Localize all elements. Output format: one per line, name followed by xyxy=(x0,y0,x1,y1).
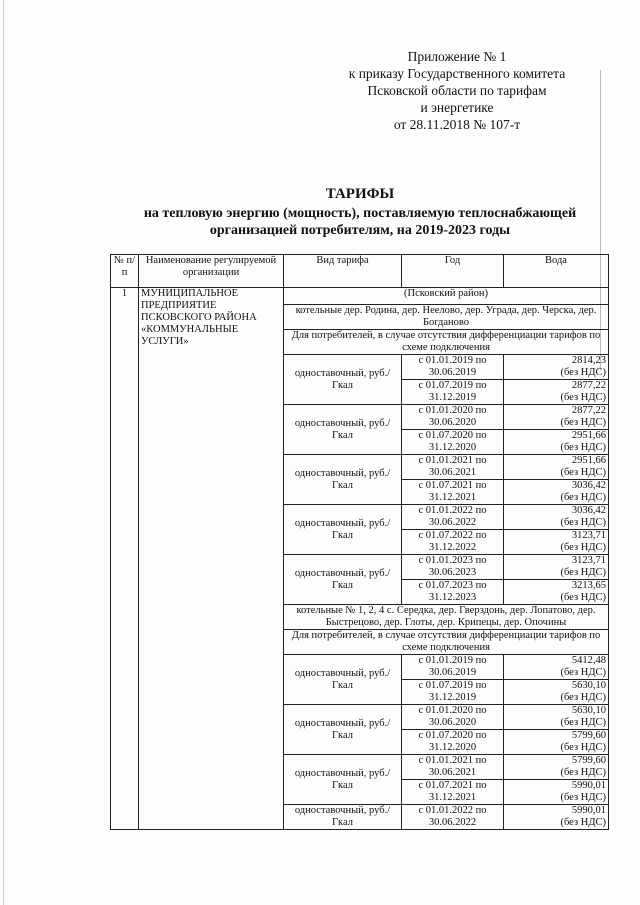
period-cell: с 01.07.2020 по 31.12.2020 xyxy=(402,430,504,455)
header-type: Вид тарифа xyxy=(284,255,402,288)
period-cell: с 01.01.2020 по 30.06.2020 xyxy=(402,705,504,730)
period-cell: с 01.01.2022 по 30.06.2022 xyxy=(402,805,504,830)
water-value: 2877,22 xyxy=(571,380,606,391)
period-cell: с 01.07.2022 по 31.12.2022 xyxy=(402,530,504,555)
vat-note: (без НДС) xyxy=(560,517,606,528)
note-row: Для потребителей, в случае отсутствия дифференциации тарифов по схеме подключения xyxy=(284,330,609,355)
water-value: 5630,10 xyxy=(571,705,606,716)
header-org: Наименование регулируемой организации xyxy=(139,255,284,288)
water-value: 2951,66 xyxy=(571,455,606,466)
water-value: 5990,01 xyxy=(571,780,606,791)
vat-note: (без НДС) xyxy=(560,592,606,603)
period-cell: с 01.01.2022 по 30.06.2022 xyxy=(402,505,504,530)
period-cell: с 01.07.2023 по 31.12.2023 xyxy=(402,580,504,605)
tariff-type: одноставочный, руб./Гкал xyxy=(284,705,402,755)
vat-note: (без НДС) xyxy=(560,442,606,453)
vat-note: (без НДС) xyxy=(560,542,606,553)
water-value-cell xyxy=(504,555,609,580)
water-value-cell xyxy=(504,355,609,380)
appendix-line: и энергетике xyxy=(420,100,494,115)
note-row: Для потребителей, в случае отсутствия дифференциации тарифов по схеме подключения xyxy=(284,630,609,655)
tariff-type: одноставочный, руб./Гкал xyxy=(284,755,402,805)
appendix-line: Приложение № 1 xyxy=(407,49,507,64)
water-value: 2814,23 xyxy=(571,355,606,366)
subtitle-line: на тепловую энергию (мощность), поставляемую теплоснабжающей xyxy=(143,206,577,221)
water-value: 5630,10 xyxy=(571,680,606,691)
document-title: ТАРИФЫ xyxy=(325,186,395,202)
header-water: Вода xyxy=(504,255,609,288)
scan-edge xyxy=(3,0,4,905)
period-cell: с 01.01.2021 по 30.06.2021 xyxy=(402,455,504,480)
tariff-type: одноставочный, руб./Гкал xyxy=(284,505,402,555)
period-cell: с 01.07.2019 по 31.12.2019 xyxy=(402,680,504,705)
tariff-type: одноставочный, руб./Гкал xyxy=(284,405,402,455)
tariff-table xyxy=(110,254,609,830)
vat-note: (без НДС) xyxy=(560,817,606,828)
subtitle-line: организацией потребителям, на 2019-2023 годы xyxy=(209,223,511,238)
tariff-type: одноставочный, руб./Гкал xyxy=(284,805,402,830)
location-row: котельные № 1, 2, 4 с. Середка, дер. Гверздонь, дер. Лопатово, дер. Быстрецово, дер. Глоты, дер. Крипецы, дер. Опочины xyxy=(284,605,609,630)
tariff-type: одноставочный, руб./Гкал xyxy=(284,355,402,405)
water-value: 3213,65 xyxy=(571,580,606,591)
appendix-line: Псковской области по тарифам xyxy=(367,83,547,98)
vat-note: (без НДС) xyxy=(560,492,606,503)
water-value-cell xyxy=(504,405,609,430)
water-value-cell xyxy=(504,480,609,505)
water-value: 5412,48 xyxy=(571,655,606,666)
district: (Псковский район) xyxy=(284,288,609,305)
water-value-cell xyxy=(504,755,609,780)
vat-note: (без НДС) xyxy=(560,392,606,403)
vat-note: (без НДС) xyxy=(560,567,606,578)
vat-note: (без НДС) xyxy=(560,767,606,778)
period-cell: с 01.07.2021 по 31.12.2021 xyxy=(402,480,504,505)
period-cell: с 01.07.2019 по 31.12.2019 xyxy=(402,380,504,405)
tariff-type: одноставочный, руб./Гкал xyxy=(284,455,402,505)
water-value: 3036,42 xyxy=(571,505,606,516)
water-value: 3036,42 xyxy=(571,480,606,491)
location-row: котельные дер. Родина, дер. Неелово, дер. Уграда, дер. Черска, дер. Богданово xyxy=(284,305,609,330)
water-value-cell xyxy=(504,705,609,730)
water-value-cell xyxy=(504,455,609,480)
period-cell: с 01.01.2019 по 30.06.2019 xyxy=(402,655,504,680)
vat-note: (без НДС) xyxy=(560,717,606,728)
vat-note: (без НДС) xyxy=(560,692,606,703)
appendix-block xyxy=(312,48,602,133)
vat-note: (без НДС) xyxy=(560,742,606,753)
period-cell: с 01.01.2019 по 30.06.2019 xyxy=(402,355,504,380)
header-num: № п/п xyxy=(111,255,139,288)
water-value: 2951,66 xyxy=(571,430,606,441)
period-cell: с 01.07.2020 по 31.12.2020 xyxy=(402,730,504,755)
water-value: 5990,01 xyxy=(571,805,606,816)
water-value: 5799,60 xyxy=(571,755,606,766)
water-value-cell xyxy=(504,655,609,680)
period-cell: с 01.01.2023 по 30.06.2023 xyxy=(402,555,504,580)
tariff-type: одноставочный, руб./Гкал xyxy=(284,655,402,705)
water-value-cell xyxy=(504,805,609,830)
vat-note: (без НДС) xyxy=(560,792,606,803)
vat-note: (без НДС) xyxy=(560,367,606,378)
water-value: 3123,71 xyxy=(571,555,606,566)
tariff-type: одноставочный, руб./Гкал xyxy=(284,555,402,605)
water-value: 3123,71 xyxy=(571,530,606,541)
water-value: 2877,22 xyxy=(571,405,606,416)
water-value-cell xyxy=(504,780,609,805)
header-year: Год xyxy=(402,255,504,288)
water-value-cell xyxy=(504,430,609,455)
appendix-line: от 28.11.2018 № 107-т xyxy=(393,117,521,132)
water-value-cell xyxy=(504,730,609,755)
period-cell: с 01.01.2021 по 30.06.2021 xyxy=(402,755,504,780)
vat-note: (без НДС) xyxy=(560,667,606,678)
water-value-cell xyxy=(504,505,609,530)
appendix-line: к приказу Государственного комитета xyxy=(348,66,566,81)
organization-name: МУНИЦИПАЛЬНОЕ ПРЕДПРИЯТИЕ ПСКОВСКОГО РАЙОНА «КОММУНАЛЬНЫЕ УСЛУГИ» xyxy=(139,288,284,830)
period-cell: с 01.07.2021 по 31.12.2021 xyxy=(402,780,504,805)
water-value-cell xyxy=(504,530,609,555)
vat-note: (без НДС) xyxy=(560,417,606,428)
water-value-cell xyxy=(504,580,609,605)
water-value-cell xyxy=(504,380,609,405)
table-body xyxy=(111,288,609,830)
water-value: 5799,60 xyxy=(571,730,606,741)
period-cell: с 01.01.2020 по 30.06.2020 xyxy=(402,405,504,430)
document-subtitle xyxy=(95,205,625,239)
water-value-cell xyxy=(504,680,609,705)
row-number: 1 xyxy=(111,288,139,830)
vat-note: (без НДС) xyxy=(560,467,606,478)
